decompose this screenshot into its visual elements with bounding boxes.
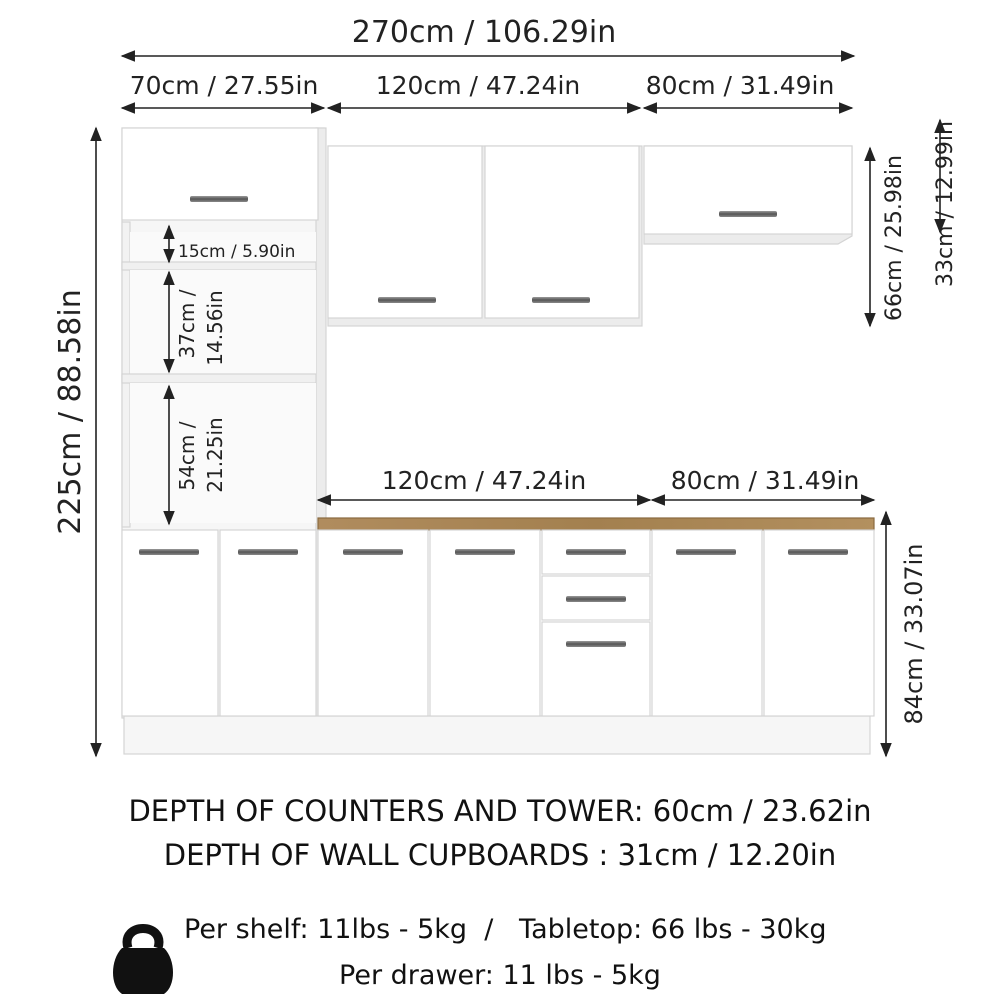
handle	[190, 196, 248, 202]
tower-shelf	[122, 374, 316, 383]
load-line-1	[184, 914, 827, 945]
tower-top-door	[122, 128, 318, 220]
wall-cabinet-middle	[328, 146, 642, 326]
wall-door-right	[485, 146, 639, 318]
drawer-front	[542, 622, 650, 716]
handle	[788, 549, 848, 555]
base-door	[652, 530, 762, 716]
shelf-mid-label-cm: 37cm /	[175, 289, 199, 359]
plinth	[124, 716, 870, 754]
handle	[139, 549, 199, 555]
shelf-low-label-in: 21.25in	[203, 417, 227, 493]
tower-width-label: 70cm / 27.55in	[129, 71, 319, 100]
handle	[566, 549, 626, 555]
base-door	[430, 530, 540, 716]
cabinet-drawing	[122, 128, 874, 754]
base-door	[220, 530, 316, 716]
load-line-1-text: Per shelf: 11lbs - 5kg / Tabletop: 66 lbs - 30kg	[184, 914, 827, 945]
base-cabinets	[122, 530, 874, 716]
countertop	[318, 518, 874, 530]
total-width-label: 270cm / 106.29in	[351, 15, 617, 50]
wall-right-door	[644, 146, 852, 234]
handle	[378, 297, 436, 303]
handle	[719, 211, 777, 217]
base-right-width-label: 80cm / 31.49in	[670, 466, 860, 495]
base-door	[318, 530, 428, 716]
wall-door-left	[328, 146, 482, 318]
handle	[455, 549, 515, 555]
handle	[566, 641, 626, 647]
base-mid-width-label: 120cm / 47.24in	[381, 466, 587, 495]
tower-shelf	[122, 262, 316, 270]
handle	[238, 549, 298, 555]
base-door	[122, 530, 218, 716]
wall-height-label: 66cm / 25.98in	[882, 155, 907, 321]
base-height-label: 84cm / 33.07in	[900, 543, 928, 725]
wall-right-height-label: 33cm / 12.99in	[933, 121, 958, 287]
base-door	[764, 530, 874, 716]
total-height-label: 225cm / 88.58in	[53, 289, 88, 535]
wall-right-width-label: 80cm / 31.49in	[645, 71, 835, 100]
depth-counters-text: DEPTH OF COUNTERS AND TOWER: 60cm / 23.62in	[128, 794, 872, 828]
handle	[532, 297, 590, 303]
wall-cabinet-right	[644, 146, 852, 244]
load-line-2: Per drawer: 11 lbs - 5kg	[339, 960, 661, 991]
shelf-mid-label-in: 14.56in	[203, 290, 227, 366]
depth-wall-text: DEPTH OF WALL CUPBOARDS : 31cm / 12.20in	[163, 838, 837, 872]
handle	[343, 549, 403, 555]
handle	[566, 596, 626, 602]
shelf-low-label-cm: 54cm /	[175, 421, 199, 491]
handle	[676, 549, 736, 555]
wall-mid-width-label: 120cm / 47.24in	[375, 71, 581, 100]
shelf-top-label: 15cm / 5.90in	[178, 242, 296, 262]
